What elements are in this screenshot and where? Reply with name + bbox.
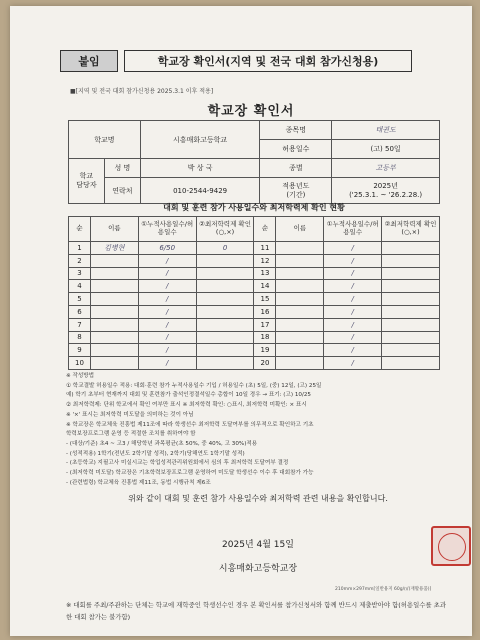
note-line: ② 최저학력제: 단위 학교에서 확인 여부만 표시 ※ 최저학력 확인: ○표시, 최저학력 미확인: × 표시	[66, 402, 307, 409]
col-no: 순	[254, 217, 276, 242]
name-label: 성 명	[104, 159, 140, 178]
contact-label: 연락처	[104, 178, 140, 204]
col-pass: ②최저학력제 확인(○,×)	[196, 217, 254, 242]
cell-pass	[382, 254, 440, 267]
cell-no: 19	[254, 344, 276, 357]
cell-name	[276, 280, 324, 293]
cell-name	[90, 305, 138, 318]
col-days: ①누적사용일수/허용일수	[324, 217, 382, 242]
cell-no: 7	[69, 318, 91, 331]
col-name: 이름	[276, 217, 324, 242]
cell-days: /	[324, 267, 382, 280]
col-name: 이름	[90, 217, 138, 242]
cell-pass	[196, 280, 254, 293]
cell-days: /	[324, 331, 382, 344]
cell-days: /	[138, 280, 196, 293]
cell-no: 14	[254, 280, 276, 293]
cell-no: 1	[69, 242, 91, 255]
attachment-tag: 붙임	[60, 50, 118, 72]
cell-pass	[382, 357, 440, 370]
note-line: - (대상/기준) 초4 ~ 고3 / 해당학년 과목평균(초 50%, 중 40%, 고 30%)적용	[66, 440, 258, 447]
cell-pass	[196, 331, 254, 344]
cell-name	[90, 331, 138, 344]
cell-days: /	[324, 357, 382, 370]
paper-size-note: 210mm×297mm[일반용지 60g/㎡(재활용품)]	[335, 587, 432, 592]
cell-no: 6	[69, 305, 91, 318]
cell-name	[276, 267, 324, 280]
cell-no: 11	[254, 242, 276, 255]
note-line: - (관련법령) 학교체육 진흥법 제11조, 동법 시행규칙 제6조	[66, 479, 211, 486]
note-line: 예) 학기 초부터 현재까지 대회 및 훈련참가 출석인정결석일수 총합이 10일 경우 → 표기: (고) 10/25	[66, 392, 311, 399]
info-table	[68, 120, 440, 204]
cell-pass	[196, 344, 254, 357]
cell-pass	[382, 293, 440, 306]
year-label: 적용년도 (기간)	[260, 178, 332, 204]
allow-value: (고) 50일	[332, 140, 440, 159]
event-label: 종목명	[260, 121, 332, 140]
cell-no: 20	[254, 357, 276, 370]
writing-notes	[66, 372, 446, 488]
cell-days: /	[138, 254, 196, 267]
col-pass: ②최저학력제 확인(○,×)	[382, 217, 440, 242]
cell-no: 3	[69, 267, 91, 280]
cell-no: 12	[254, 254, 276, 267]
table-row	[69, 331, 440, 344]
note-line: ※ '×' 표시는 최저학력 미도달을 의미하는 것이 아님	[66, 411, 194, 418]
level-label: 종별	[260, 159, 332, 178]
header-title: 학교장 확인서(지역 및 전국 대회 참가신청용)	[124, 50, 412, 72]
cell-name	[90, 344, 138, 357]
note-line: - (최저학력 미도달) 학교장은 기초학력보장프로그램 운영하여 미도달 학생선수 이수 후 대회참가 가능	[66, 470, 314, 477]
cell-pass	[196, 254, 254, 267]
cell-name	[90, 267, 138, 280]
cell-days: /	[138, 331, 196, 344]
principal-signature: 시흥매화고등학교장	[218, 564, 298, 574]
document-sheet	[10, 6, 472, 636]
person-label: 학교 담당자	[69, 159, 105, 204]
document-title: 학교장 확인서	[207, 104, 295, 119]
cell-name	[276, 344, 324, 357]
cell-pass	[382, 242, 440, 255]
table-row	[69, 254, 440, 267]
note-line: - (성적적용) 1학기(전년도 2학기말 성적), 2학기(당해연도 1학기말 성적)	[66, 450, 245, 457]
cell-pass: 0	[196, 242, 254, 255]
cell-pass	[382, 305, 440, 318]
cell-days: /	[138, 293, 196, 306]
contact-value: 010-2544-9429	[140, 178, 260, 204]
table-row	[69, 305, 440, 318]
cell-days: /	[138, 344, 196, 357]
cell-pass	[382, 318, 440, 331]
cell-name	[276, 242, 324, 255]
cell-no: 13	[254, 267, 276, 280]
table-row	[69, 242, 440, 255]
cell-name	[276, 293, 324, 306]
school-label: 학교명	[69, 121, 141, 159]
cell-days: /	[138, 267, 196, 280]
col-days: ①누적사용일수/허용일수	[138, 217, 196, 242]
cell-days: /	[324, 242, 382, 255]
school-value: 시흥매화고등학교	[140, 121, 260, 159]
cell-name	[276, 331, 324, 344]
cell-name	[90, 318, 138, 331]
cell-pass	[196, 293, 254, 306]
cell-no: 2	[69, 254, 91, 267]
table-row	[69, 267, 440, 280]
year-value: 2025년 ('25.3.1. ~ '26.2.28.)	[332, 178, 440, 204]
cell-name	[276, 357, 324, 370]
cell-pass	[196, 318, 254, 331]
cell-no: 8	[69, 331, 91, 344]
cell-name	[90, 357, 138, 370]
cell-pass	[382, 280, 440, 293]
cell-no: 16	[254, 305, 276, 318]
cell-no: 18	[254, 331, 276, 344]
cell-days: 6/50	[138, 242, 196, 255]
cell-name	[276, 305, 324, 318]
cell-pass	[196, 357, 254, 370]
cell-no: 17	[254, 318, 276, 331]
cell-days: /	[324, 318, 382, 331]
header	[60, 50, 412, 74]
cell-name	[276, 254, 324, 267]
cell-no: 4	[69, 280, 91, 293]
table-row	[69, 357, 440, 370]
name-value: 박 상 국	[140, 159, 260, 178]
applicability-note: ■[지역 및 전국 대회 참가신청용 2025.3.1 이후 적용]	[70, 88, 214, 95]
table-row	[69, 280, 440, 293]
cell-days: /	[324, 293, 382, 306]
confirmation-text: 위와 같이 대회 및 훈련 참가 사용일수와 최저학력 관련 내용을 확인합니다.	[128, 494, 388, 503]
cell-days: /	[324, 254, 382, 267]
note-line: ※ 학교장은 학교체육 진흥법 제11조에 따라 학생선수 최저학력 도달여부를 의무적으로 확인하고 기초	[66, 421, 314, 428]
table-row	[69, 344, 440, 357]
note-line: ※ 작성방법	[66, 373, 95, 379]
cell-no: 15	[254, 293, 276, 306]
note-line: 학력보장프로그램 운영 등 적절한 조치를 취하여야 함	[66, 431, 196, 438]
cell-pass	[382, 267, 440, 280]
cell-name	[90, 280, 138, 293]
cell-days: /	[138, 318, 196, 331]
cell-name	[90, 254, 138, 267]
cell-no: 9	[69, 344, 91, 357]
event-value: 태권도	[332, 121, 440, 140]
table-row	[69, 293, 440, 306]
cell-pass	[382, 344, 440, 357]
cell-name: 김병현	[90, 242, 138, 255]
cell-days: /	[138, 357, 196, 370]
cell-days: /	[324, 344, 382, 357]
cell-no: 5	[69, 293, 91, 306]
footer-note: ※ 대회를 주최/주관하는 단체는 학교에 재학중인 학생선수인 경우 본 확인서를 참가신청서와 함께 반드시 제출받아야 함(허용일수를 초과한 대회 참가는 불가함)	[66, 601, 447, 621]
cell-days: /	[138, 305, 196, 318]
table-row	[69, 318, 440, 331]
col-no: 순	[69, 217, 91, 242]
cell-name	[90, 293, 138, 306]
cell-no: 10	[69, 357, 91, 370]
cell-days: /	[324, 305, 382, 318]
cell-pass	[196, 305, 254, 318]
note-line: - (초등학교) 지필고사 미실시교는 학업성적관리위원회에서 심의 후 최저학력 도달여부 결정	[66, 460, 289, 467]
note-line: ① 학교결발 허용일수 적용: 대회·훈련 참가 누적사용일수 기입 / 허용일수 (초) 5일, (중) 12일, (고) 25일	[66, 382, 322, 389]
cell-pass	[382, 331, 440, 344]
official-seal	[431, 526, 471, 566]
allow-label: 허용일수	[260, 140, 332, 159]
section-title: 대회 및 훈련 참가 사용일수와 최저학력제 확인 현황	[163, 203, 345, 212]
cell-name	[276, 318, 324, 331]
cell-pass	[196, 267, 254, 280]
cell-days: /	[324, 280, 382, 293]
participation-table	[68, 216, 440, 370]
level-value: 고등부	[332, 159, 440, 178]
issue-date: 2025년 4월 15일	[222, 540, 294, 550]
